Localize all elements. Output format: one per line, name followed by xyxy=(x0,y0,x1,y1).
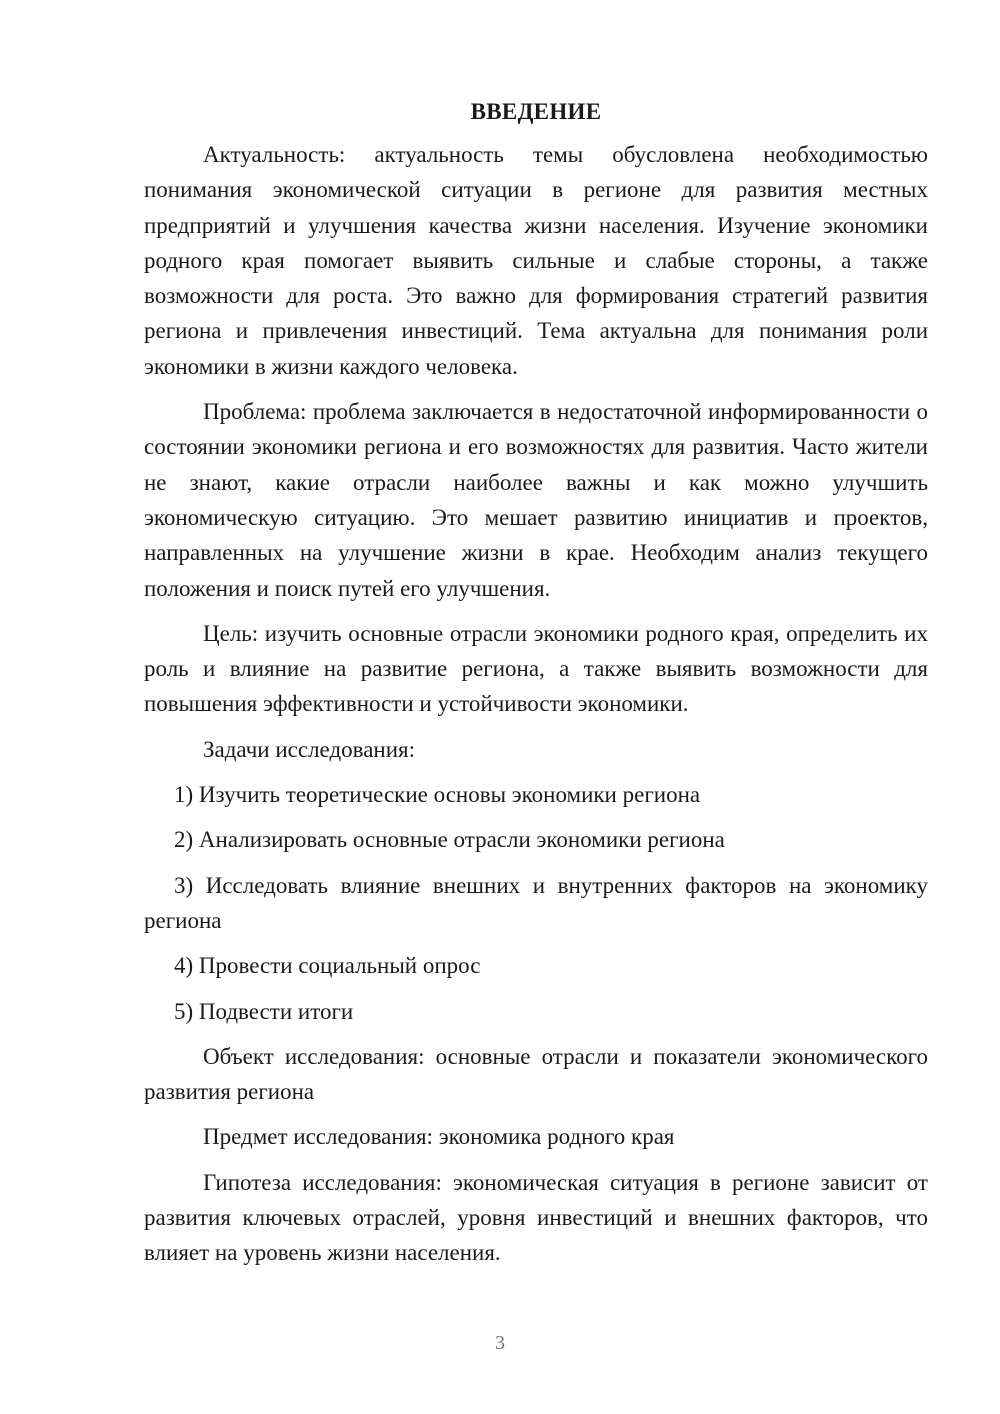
task-item: 2) Анализировать основные отрасли экономики региона xyxy=(174,827,725,853)
problem-paragraph: Проблема: проблема заключается в недостаточной информированности о состоянии экономики региона и его возможностях для развития. Часто жители не знают, какие отрасли наиболее важны и как можно улучшить экономическую ситуацию. Это мешает развитию инициатив и проектов, направленных на улучшение жизни в крае. Необходим анализ текущего положения и поиск путей его улучшения. xyxy=(144,399,928,601)
task-item: 4) Провести социальный опрос xyxy=(174,953,481,979)
task-item: 3) Исследовать влияние внешних и внутренних факторов на экономику региона xyxy=(144,872,928,933)
hypothesis-paragraph: Гипотеза исследования: экономическая ситуация в регионе зависит от развития ключевых отраслей, уровня инвестиций и внешних факторов, что влияет на уровень жизни населения. xyxy=(144,1169,928,1266)
tasks-title: Задачи исследования: xyxy=(203,736,416,762)
section-heading: ВВЕДЕНИЕ xyxy=(470,99,602,124)
task-item: 1) Изучить теоретические основы экономики региона xyxy=(174,782,701,808)
subject-paragraph: Предмет исследования: экономика родного края xyxy=(203,1124,675,1150)
goal-paragraph: Цель: изучить основные отрасли экономики родного края, определить их роль и влияние на развитие региона, а также выявить возможности для повышения эффективности и устойчивости экономики. xyxy=(144,620,928,717)
task-item: 5) Подвести итоги xyxy=(174,998,354,1024)
page-number: 3 xyxy=(495,1332,505,1354)
document-body xyxy=(144,94,928,1281)
object-paragraph: Объект исследования: основные отрасли и показатели экономического развития региона xyxy=(144,1043,928,1105)
relevance-paragraph: Актуальность: актуальность темы обусловлена необходимостью понимания экономической ситуации в регионе для развития местных предприятий и улучшения качества жизни населения. Изучение экономики родного края помогает выявить сильные и слабые стороны, а также возможности для роста. Это важно для формирования стратегий развития региона и привлечения инвестиций. Тема актуальна для понимания роли экономики в жизни каждого человека. xyxy=(144,142,928,379)
